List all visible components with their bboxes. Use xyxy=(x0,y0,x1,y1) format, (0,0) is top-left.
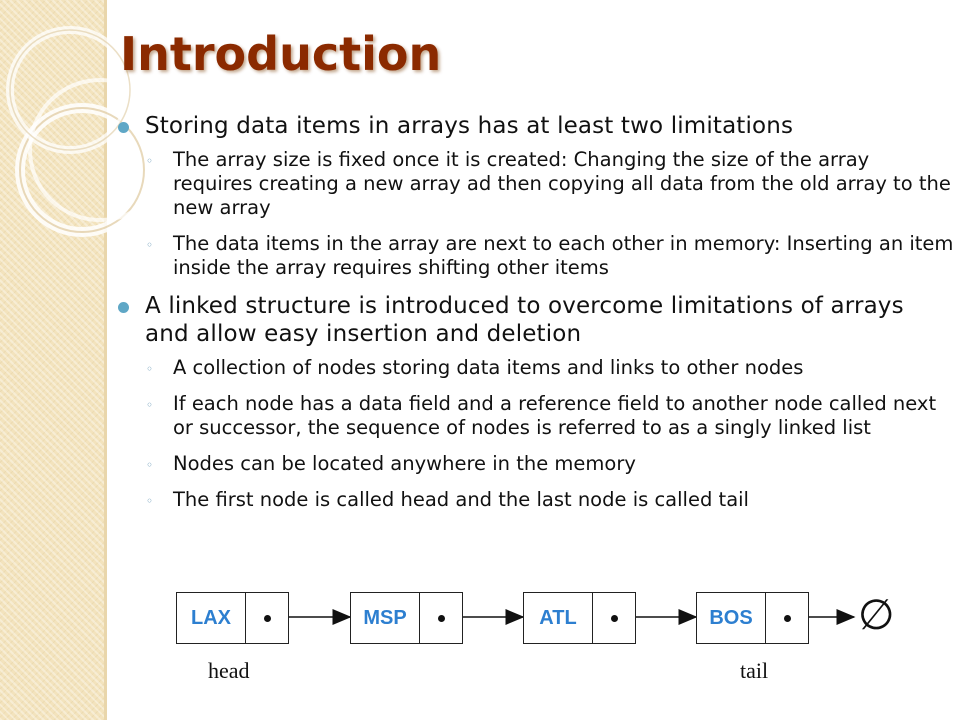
tail-label: tail xyxy=(740,658,769,683)
ring-bullet-icon: ◦ xyxy=(146,398,154,412)
bullet-linked-structure xyxy=(118,292,954,348)
ring-bullet-icon: ◦ xyxy=(146,362,154,376)
node-pointer xyxy=(420,593,462,643)
bullet-dot-icon xyxy=(118,122,129,133)
sub-bullet xyxy=(118,356,954,380)
node-pointer xyxy=(246,593,288,643)
node-data: BOS xyxy=(697,593,766,643)
node-pointer xyxy=(593,593,635,643)
node-data: LAX xyxy=(177,593,246,643)
sub-bullet xyxy=(118,488,954,512)
list-node xyxy=(696,592,809,644)
list-node xyxy=(176,592,289,644)
slide-title: Introduction xyxy=(120,27,442,81)
sub-bullet-text: A collection of nodes storing data items and links to other nodes xyxy=(173,356,804,379)
ring-bullet-icon: ◦ xyxy=(146,238,154,252)
null-icon: ∅ xyxy=(858,590,895,639)
ring-bullet-icon: ◦ xyxy=(146,458,154,472)
bullet-text: A linked structure is introduced to overcome limitations of arrays and allow easy insertion and deletion xyxy=(145,293,904,347)
sub-bullet xyxy=(118,392,954,440)
sub-bullet-text: The first node is called head and the last node is called tail xyxy=(173,488,749,511)
bullet-text: Storing data items in arrays has at least two limitations xyxy=(145,113,794,139)
list-node xyxy=(350,592,463,644)
ring-bullet-icon: ◦ xyxy=(146,154,154,168)
ring-bullet-icon: ◦ xyxy=(146,494,154,508)
bullet-arrays-limitations xyxy=(118,112,954,140)
sub-bullet-text: The data items in the array are next to each other in memory: Inserting an item inside the array requires shifting other items xyxy=(173,232,954,279)
list-node xyxy=(523,592,636,644)
sub-bullet-text: Nodes can be located anywhere in the memory xyxy=(173,452,636,475)
bullet-dot-icon xyxy=(118,302,129,313)
linked-list-diagram xyxy=(170,580,930,698)
sub-bullet-text: If each node has a data field and a reference field to another node called next or successor, the sequence of nodes is referred to as a singly linked list xyxy=(173,392,937,439)
sub-bullet xyxy=(118,452,954,476)
slide-content xyxy=(118,112,954,524)
head-label: head xyxy=(208,658,250,683)
sub-bullet xyxy=(118,232,954,280)
node-data: ATL xyxy=(524,593,593,643)
sub-bullet xyxy=(118,148,954,220)
sub-bullet-text: The array size is fixed once it is created: Changing the size of the array requires creating a new array ad then copying all data from the old array to the new array xyxy=(173,148,951,219)
node-data: MSP xyxy=(351,593,420,643)
node-pointer xyxy=(766,593,808,643)
